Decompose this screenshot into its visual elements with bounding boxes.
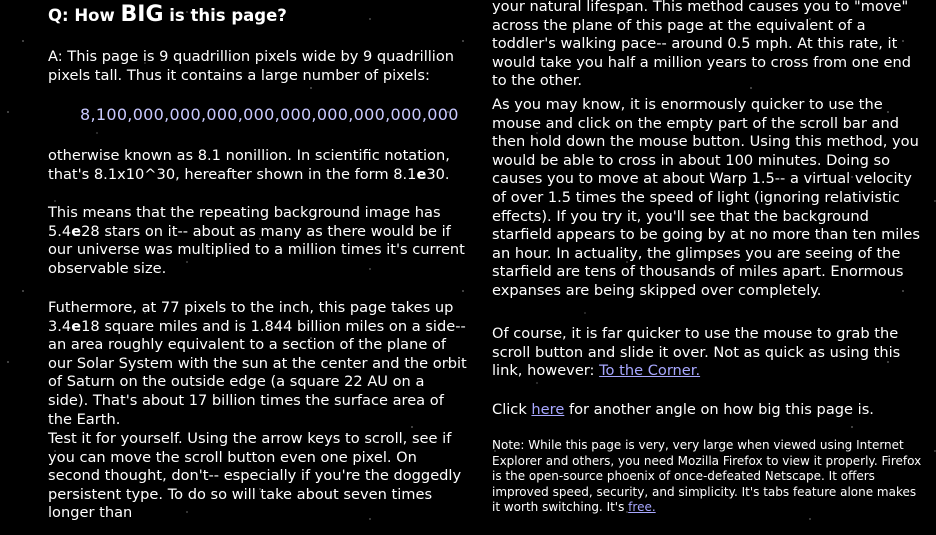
answer-paragraph: A: This page is 9 quadrillion pixels wide by 9 quadrillion pixels tall. Thus it contains a large number of pixels: [48, 48, 455, 84]
big-number: 8,100,000,000,000,000,000,000,000,000,000 [80, 105, 459, 124]
scrollbar-paragraph: As you may know, it is enormously quicker to use the mouse and click on the empty part of the scroll bar and then hold down the mouse button. Using this method, you would be able to cross in about 100 minutes. Doing so causes you to move at about Warp 1.5-- a virtual velocity of over 1.5 times the speed of light (ignoring relativistic effects). If you try it, you'll see that the background starfield appears to be going by at no more than ten miles an hour. In actuality, the glimpses you are seeing of the starfield are tens of thousands of miles apart. Enormous expanses are being skipped over completely. [492, 96, 921, 299]
question-suffix: is this page? [163, 6, 287, 25]
stars-paragraph: This means that the repeating background image has 5.4e28 stars on it-- about as many as there would be if our universe was multiplied to a million times it's current observable size. [48, 204, 465, 277]
question-prefix: Q: How [48, 6, 121, 25]
area-paragraph: Futhermore, at 77 pixels to the inch, this page takes up 3.4e18 square miles and is 1.844 billion miles on a side-- an area roughly equivalent to a section of the plane of our Solar System with the sun at the center and the orbit of Saturn on the outside edge (a square 22 AU on a side). That's about 17 billion times the surface area of the Earth. [48, 299, 467, 428]
lifespan-paragraph: your natural lifespan. This method causes you to "move" across the plane of this page at the equivalent of a toddler's walking pace-- around 0.5 mph. At this rate, it would take you half a million years to cross from one end to the other. [492, 0, 912, 90]
scientific-notation-paragraph: otherwise known as 8.1 nonillion. In scientific notation, that's 8.1x10^30, hereafter shown in the form 8.1e30. [48, 147, 450, 183]
to-the-corner-link[interactable]: To the Corner. [599, 362, 701, 380]
test-paragraph: Test it for yourself. Using the arrow keys to scroll, see if you can move the scroll button even one pixel. On second thought, don't-- especially if you're the doggedly persistent type. To do so will take about seven times longer than [48, 430, 462, 522]
firefox-note: Note: While this page is very, very large when viewed using Internet Explorer and others, you need Mozilla Firefox to view it properly. Firefox is the open-source phoenix of once-defeated Netscape. It offers improved speed, security, and simplicity. It's tabs feature alone makes it worth switching. It's free. [492, 438, 922, 515]
another-angle-paragraph: Click here for another angle on how big this page is. [492, 401, 874, 418]
page-question [48, 2, 287, 27]
free-link[interactable]: free. [628, 500, 656, 515]
question-big: BIG [120, 2, 164, 27]
here-link[interactable]: here [531, 401, 565, 418]
grab-paragraph: Of course, it is far quicker to use the mouse to grab the scroll button and slide it over. Not as quick as using this link, however: To the Corner. [492, 325, 901, 380]
